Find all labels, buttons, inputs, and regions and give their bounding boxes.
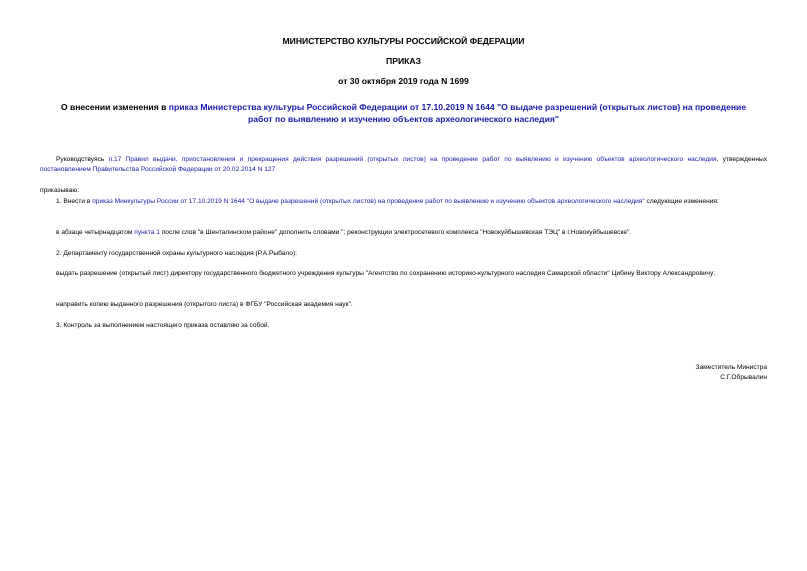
item-1-text-a: 1. Внести в	[56, 198, 93, 205]
signature-block	[695, 363, 767, 384]
title-prefix: О внесении изменения в	[60, 102, 169, 112]
preamble-paragraph	[40, 155, 767, 176]
item-2-paragraph: 2. Департаменту государственной охраны культурного наследия (Р.А.Рыбало):	[56, 250, 297, 257]
preamble-text-a: Руководствуясь	[56, 156, 109, 163]
point-1-link[interactable]: пункта 1	[134, 229, 160, 236]
rules-link[interactable]: п.17 Правил выдачи, приостановления и прекращения действия разрешений (открытых листов) на проведение работ по выявлению и изучению объектов археологического наследия	[108, 156, 717, 163]
signature-position: Заместитель Министра	[695, 364, 767, 371]
preamble-text-b: , утвержденных	[716, 156, 767, 163]
item-1-text-b: следующие изменения:	[644, 198, 719, 205]
doc-type-heading: ПРИКАЗ	[386, 56, 421, 66]
order-1644-link[interactable]: приказ Минкультуры России от 17.10.2019 N 1644 "О выдаче разрешений (открытых листов) на проведение работ по выявлению и изучению объектов археологического наследия"	[92, 198, 645, 205]
title-order-link[interactable]: приказ Министерства культуры Российской Федерации от 17.10.2019 N 1644 "О выдаче разрешений (открытых листов) на проведение работ по выявлению и изучению объектов археологического наследия"	[168, 102, 747, 124]
item-2-2-paragraph: направить копию выданного разрешения (открытого листа) в ФГБУ "Российская академия наук".	[56, 301, 353, 308]
item-1-paragraph	[40, 197, 767, 207]
resolution-link[interactable]: постановлением Правительства Российской Федерации от 20.02.2014 N 127	[40, 166, 276, 174]
date-number-heading: от 30 октября 2019 года N 1699	[338, 76, 469, 86]
signature-name: С.Г.Обрывалин	[720, 374, 767, 382]
item-1-1-paragraph	[40, 228, 767, 238]
document-title	[60, 102, 747, 125]
item-1-1-text-a: в абзаце четырнадцатом	[56, 229, 135, 236]
order-word: приказываю:	[40, 187, 80, 194]
item-1-1-text-b: после слов "в Шенталинском районе" дополнить словами "; реконструкции электросетевого комплекса "Новокуйбышевская ТЭЦ" в г.Новокуйбышевске".	[159, 229, 632, 236]
ministry-heading: МИНИСТЕРСТВО КУЛЬТУРЫ РОССИЙСКОЙ ФЕДЕРАЦИИ	[282, 36, 525, 46]
item-2-1-paragraph: выдать разрешение (открытый лист) директору государственного бюджетного учреждения культуры "Агентство по сохранению историко-культурного наследия Самарской области" Цибину Виктору Александровичу;	[56, 270, 716, 277]
item-3-paragraph: 3. Контроль за выполнением настоящего приказа оставляю за собой.	[56, 322, 270, 329]
